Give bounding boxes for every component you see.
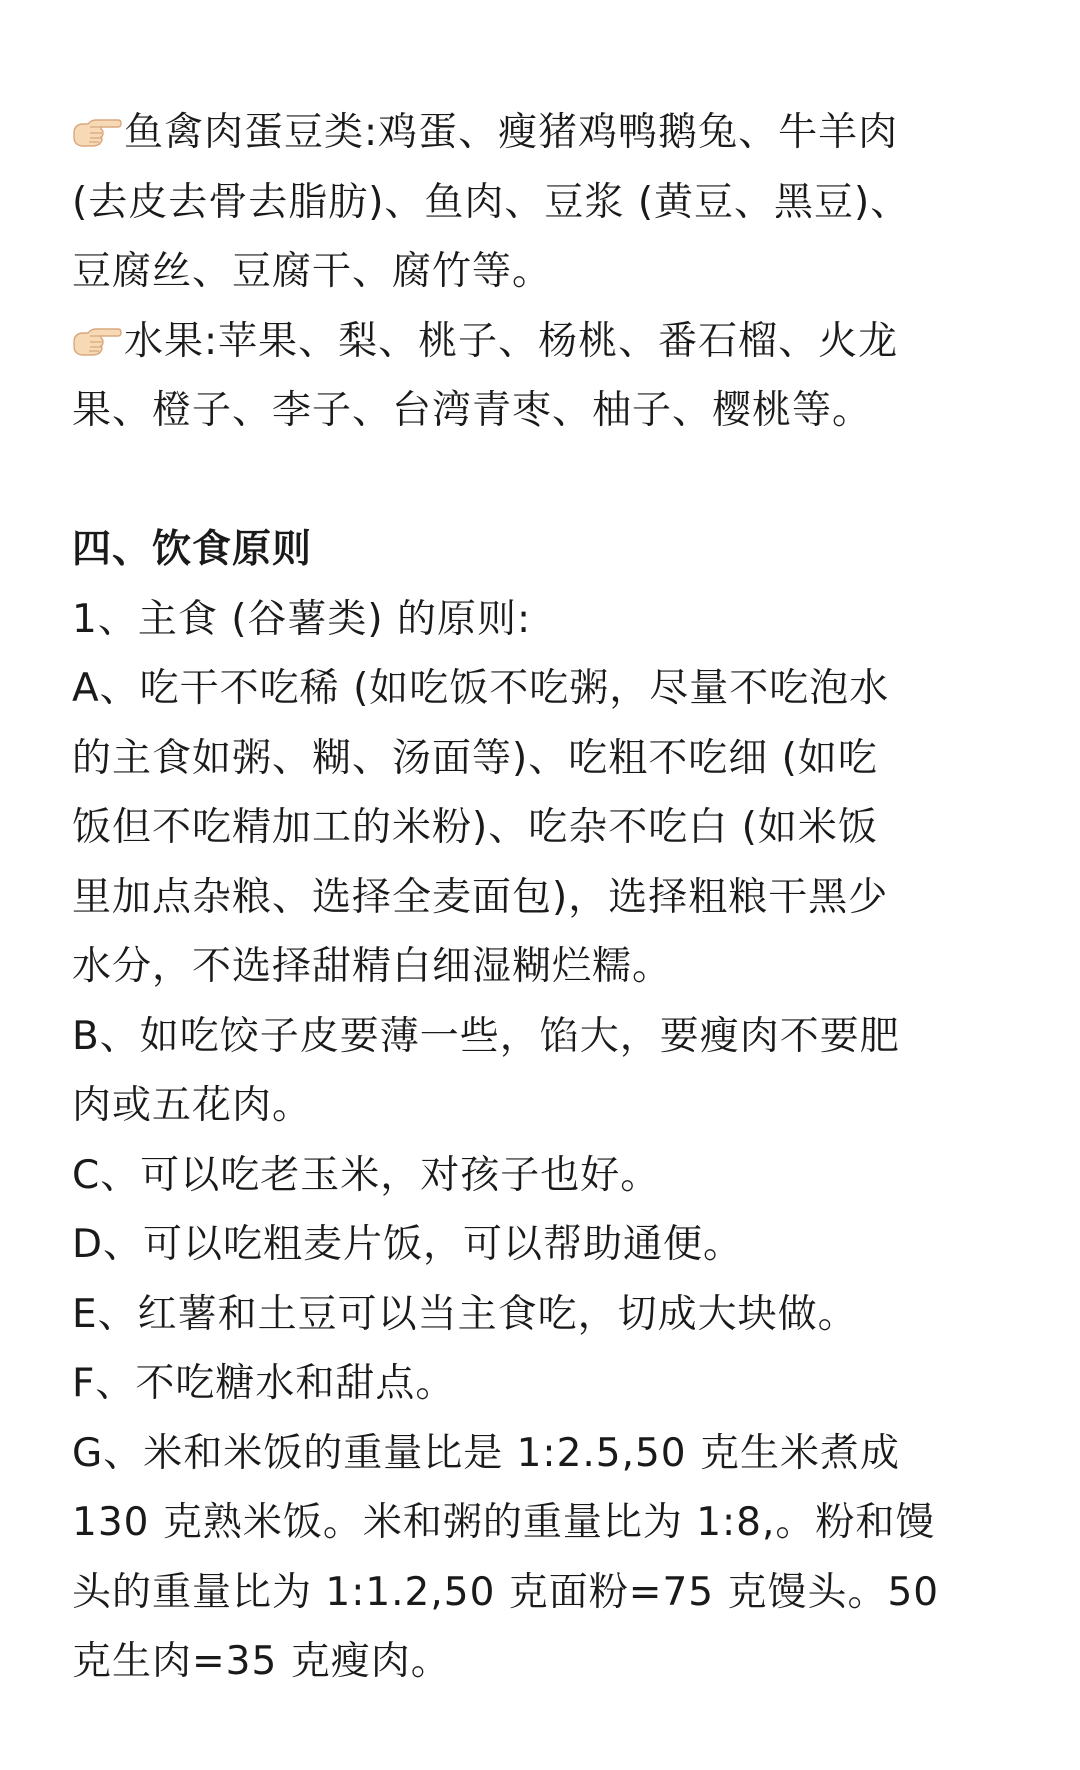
- item-a-line-5: 水分，不选择甜精白细湿糊烂糯。: [72, 944, 673, 989]
- protein-line-1: [72, 98, 1012, 168]
- fruit-line-2: 果、橙子、李子、台湾青枣、柚子、樱桃等。: [72, 388, 873, 433]
- item-d: D、可以吃粗麦片饭，可以帮助通便。: [72, 1222, 744, 1267]
- section-heading: 四、饮食原则: [72, 527, 313, 572]
- item-g-line-4: 克生肉=35 克瘦肉。: [72, 1639, 451, 1684]
- protein-food-list: [72, 98, 1012, 307]
- item-f: F、不吃糖水和甜点。: [72, 1361, 456, 1406]
- item-g-line-1: G、米和米饭的重量比是 1:2.5,50 克生米煮成: [72, 1430, 901, 1476]
- protein-line-2: (去皮去骨去脂肪)、鱼肉、豆浆 (黄豆、黑豆)、: [72, 179, 911, 225]
- item-g-line-3: 头的重量比为 1:1.2,50 克面粉=75 克馒头。50: [72, 1569, 940, 1615]
- fruit-list: [72, 307, 1012, 446]
- item-c: C、可以吃老玉米，对孩子也好。: [72, 1152, 661, 1198]
- protein-line-1-text: 鱼禽肉蛋豆类:鸡蛋、瘦猪鸡鸭鹅兔、牛羊肉: [124, 110, 899, 155]
- pointing-hand-icon: [72, 322, 122, 358]
- paragraph-spacer: [72, 446, 1012, 516]
- fruit-line-1-text: 水果:苹果、梨、桃子、杨桃、番石榴、火龙: [124, 318, 899, 364]
- item-b-line-1: B、如吃饺子皮要薄一些，馅大，要瘦肉不要肥: [72, 1013, 900, 1059]
- diet-principles-section: [72, 515, 1012, 1697]
- item-a-line-3: 饭但不吃精加工的米粉)、吃杂不吃白 (如米饭: [72, 805, 878, 850]
- item-a-line-2: 的主食如粥、糊、汤面等)、吃粗不吃细 (如吃: [72, 735, 878, 781]
- staple-food-subheading: 1、主食 (谷薯类) 的原则:: [72, 596, 532, 642]
- item-b-line-2: 肉或五花肉。: [72, 1083, 313, 1128]
- item-a-line-1: A、吃干不吃稀 (如吃饭不吃粥，尽量不吃泡水: [72, 666, 890, 711]
- pointing-hand-icon: [72, 113, 122, 149]
- item-e: E、红薯和土豆可以当主食吃，切成大块做。: [72, 1291, 858, 1337]
- document-body: [72, 98, 1012, 1697]
- item-a-line-4: 里加点杂粮、选择全麦面包)，选择粗粮干黑少: [72, 874, 889, 920]
- fruit-line-1: [72, 307, 1012, 377]
- protein-line-3: 豆腐丝、豆腐干、腐竹等。: [72, 249, 553, 294]
- item-g-line-2: 130 克熟米饭。米和粥的重量比为 1:8,。粉和馒: [72, 1500, 936, 1545]
